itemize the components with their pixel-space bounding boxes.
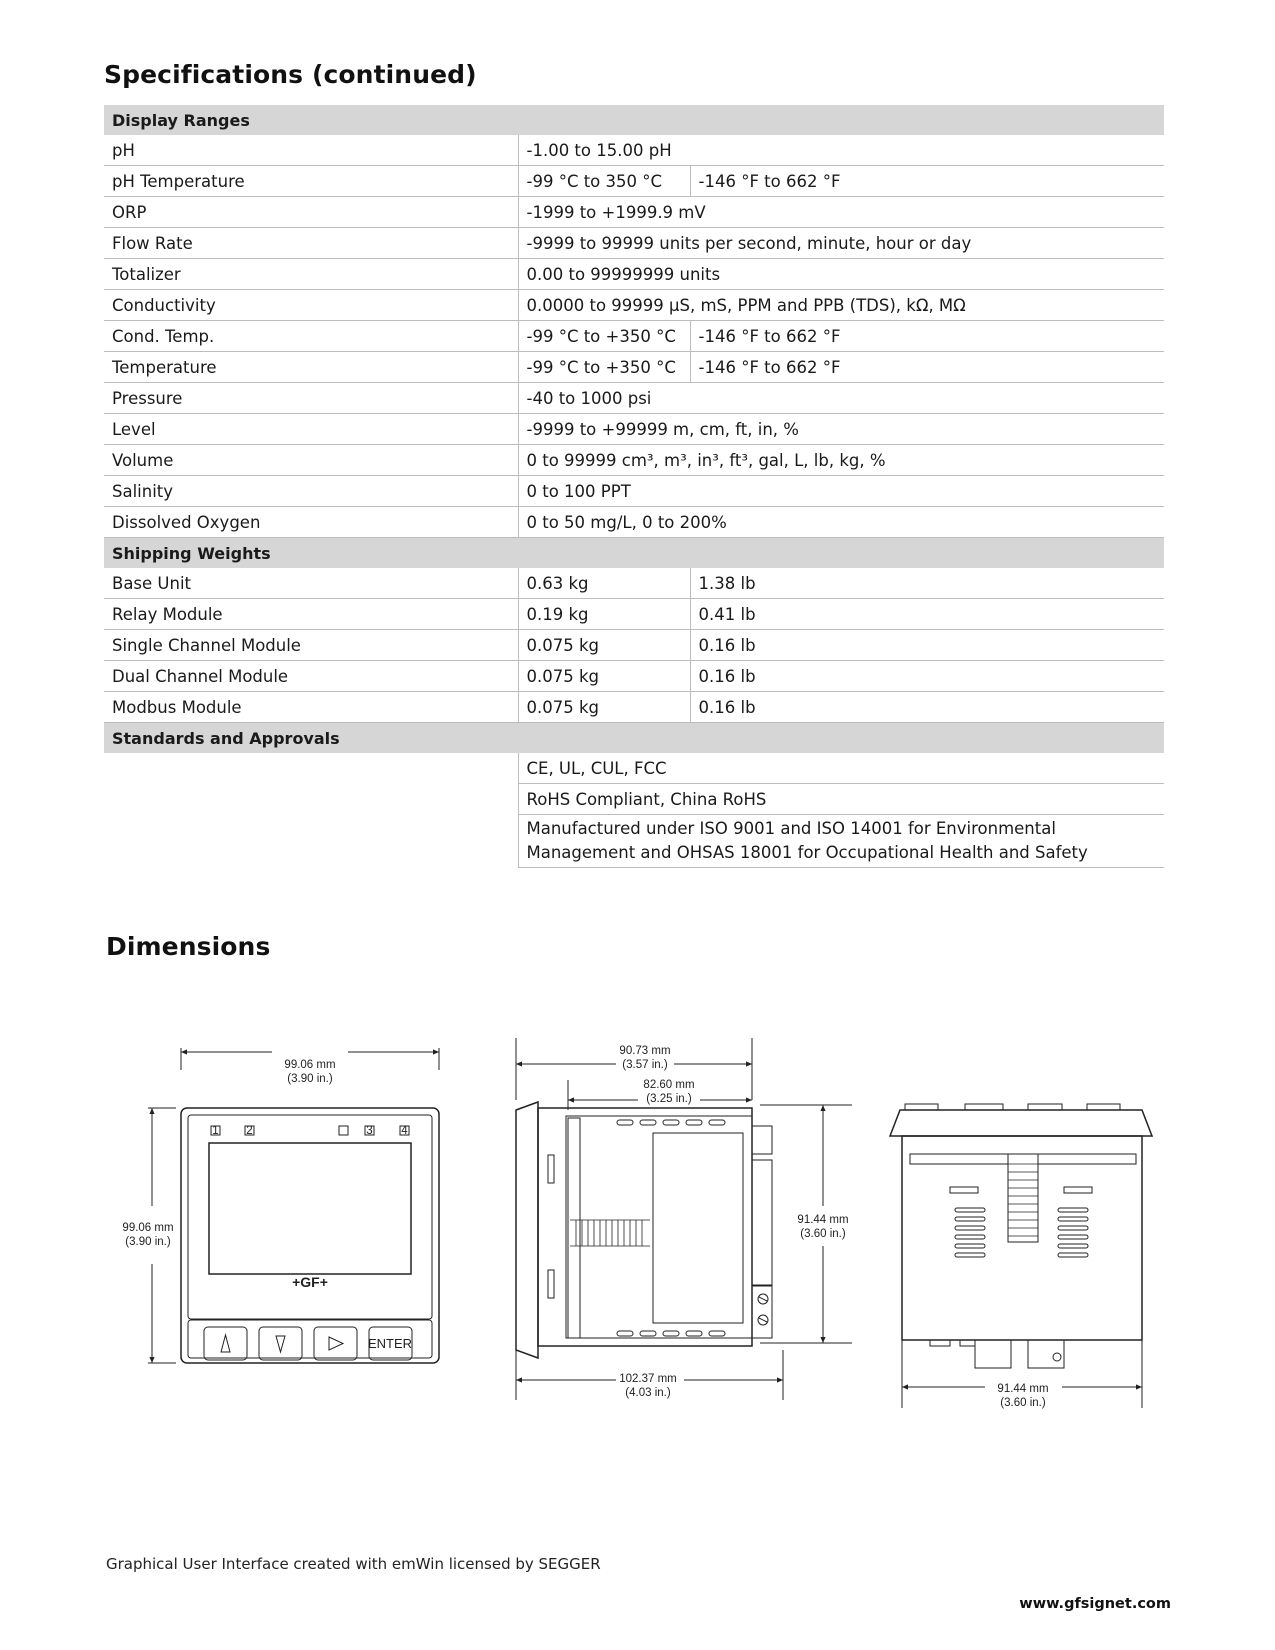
enter-key-label: ENTER bbox=[367, 1336, 413, 1351]
row-label: pH Temperature bbox=[104, 166, 518, 197]
row-value-imperial: 0.16 lb bbox=[690, 692, 1164, 723]
table-row bbox=[104, 568, 1164, 599]
table-row bbox=[104, 352, 1164, 383]
table-row bbox=[104, 661, 1164, 692]
row-label bbox=[104, 753, 518, 784]
right-triangle-icon bbox=[329, 1337, 343, 1350]
table-row bbox=[104, 228, 1164, 259]
footer-url[interactable]: www.gfsignet.com bbox=[1019, 1596, 1171, 1612]
front-view bbox=[148, 1048, 439, 1363]
row-value-metric: -99 °C to 350 °C bbox=[518, 166, 690, 197]
row-label: pH bbox=[104, 135, 518, 166]
row-label bbox=[104, 784, 518, 815]
row-value: -9999 to 99999 units per second, minute, hour or day bbox=[518, 228, 1164, 259]
row-value-metric: 0.075 kg bbox=[518, 692, 690, 723]
section-title: Standards and Approvals bbox=[104, 723, 1164, 754]
row-value: 0 to 50 mg/L, 0 to 200% bbox=[518, 507, 1164, 538]
row-label: Dual Channel Module bbox=[104, 661, 518, 692]
table-row bbox=[104, 290, 1164, 321]
down-triangle-icon bbox=[276, 1336, 285, 1352]
row-value: -1.00 to 15.00 pH bbox=[518, 135, 1164, 166]
table-row bbox=[104, 259, 1164, 290]
table-row bbox=[104, 692, 1164, 723]
table-row bbox=[104, 476, 1164, 507]
row-value: 0 to 99999 cm³, m³, in³, ft³, gal, L, lb, kg, % bbox=[518, 445, 1164, 476]
row-value: Manufactured under ISO 9001 and ISO 14001 for Environmental Management and OHSAS 18001 for Occupational Health and Safety bbox=[518, 815, 1164, 868]
row-value: -1999 to +1999.9 mV bbox=[518, 197, 1164, 228]
row-value: RoHS Compliant, China RoHS bbox=[518, 784, 1164, 815]
side-overall-mm: 90.73 mm bbox=[619, 1045, 671, 1057]
table-row bbox=[104, 445, 1164, 476]
section-title: Shipping Weights bbox=[104, 538, 1164, 569]
channel-label: 3 bbox=[366, 1125, 373, 1137]
brand-logo: +GF+ bbox=[292, 1274, 328, 1290]
row-value-metric: -99 °C to +350 °C bbox=[518, 352, 690, 383]
row-label: Flow Rate bbox=[104, 228, 518, 259]
row-label: Level bbox=[104, 414, 518, 445]
side-body-in: (3.25 in.) bbox=[646, 1093, 692, 1105]
row-label: Salinity bbox=[104, 476, 518, 507]
channel-label: 4 bbox=[401, 1125, 408, 1137]
row-label: ORP bbox=[104, 197, 518, 228]
row-value-metric: -99 °C to +350 °C bbox=[518, 321, 690, 352]
table-row bbox=[104, 414, 1164, 445]
row-value: 0.0000 to 99999 µS, mS, PPM and PPB (TDS), kΩ, MΩ bbox=[518, 290, 1164, 321]
row-label: Volume bbox=[104, 445, 518, 476]
section-title: Display Ranges bbox=[104, 105, 1164, 135]
row-value-imperial: 0.16 lb bbox=[690, 630, 1164, 661]
row-label: Pressure bbox=[104, 383, 518, 414]
front-width-mm: 99.06 mm bbox=[284, 1059, 336, 1071]
table-row bbox=[104, 630, 1164, 661]
row-label: Relay Module bbox=[104, 599, 518, 630]
table-row bbox=[104, 135, 1164, 166]
row-label: Base Unit bbox=[104, 568, 518, 599]
page-title: Specifications (continued) bbox=[104, 60, 477, 89]
rear-width-mm: 91.44 mm bbox=[997, 1383, 1049, 1395]
table-row bbox=[104, 197, 1164, 228]
row-label: Cond. Temp. bbox=[104, 321, 518, 352]
side-height-mm: 91.44 mm bbox=[797, 1214, 849, 1226]
dimensions-title: Dimensions bbox=[106, 932, 271, 961]
front-height-in: (3.90 in.) bbox=[125, 1236, 171, 1248]
row-label: Totalizer bbox=[104, 259, 518, 290]
row-value-imperial: 0.41 lb bbox=[690, 599, 1164, 630]
channel-label: 1 bbox=[212, 1125, 219, 1137]
table-row bbox=[104, 166, 1164, 197]
row-value-metric: 0.19 kg bbox=[518, 599, 690, 630]
footer-note: Graphical User Interface created with emWin licensed by SEGGER bbox=[106, 1555, 601, 1573]
row-value-imperial: -146 °F to 662 °F bbox=[690, 352, 1164, 383]
section-header bbox=[104, 105, 1164, 135]
row-label bbox=[104, 815, 518, 868]
row-label: Conductivity bbox=[104, 290, 518, 321]
table-row bbox=[104, 599, 1164, 630]
row-label: Temperature bbox=[104, 352, 518, 383]
rear-view bbox=[890, 1104, 1152, 1408]
table-row bbox=[104, 815, 1164, 868]
table-row bbox=[104, 784, 1164, 815]
table-row bbox=[104, 321, 1164, 352]
side-overall-in: (3.57 in.) bbox=[622, 1059, 668, 1071]
row-value: 0 to 100 PPT bbox=[518, 476, 1164, 507]
rear-width-in: (3.60 in.) bbox=[1000, 1397, 1046, 1409]
channel-label: 2 bbox=[246, 1125, 253, 1137]
side-depth-mm: 102.37 mm bbox=[619, 1373, 677, 1385]
row-value-metric: 0.075 kg bbox=[518, 630, 690, 661]
front-width-in: (3.90 in.) bbox=[287, 1073, 333, 1085]
up-triangle-icon bbox=[221, 1335, 230, 1352]
section-header bbox=[104, 538, 1164, 569]
specifications-table bbox=[104, 105, 1164, 868]
table-row bbox=[104, 507, 1164, 538]
section-header bbox=[104, 723, 1164, 754]
row-value-imperial: 1.38 lb bbox=[690, 568, 1164, 599]
side-depth-in: (4.03 in.) bbox=[625, 1387, 671, 1399]
row-value: -9999 to +99999 m, cm, ft, in, % bbox=[518, 414, 1164, 445]
row-value: 0.00 to 99999999 units bbox=[518, 259, 1164, 290]
row-label: Single Channel Module bbox=[104, 630, 518, 661]
front-height-mm: 99.06 mm bbox=[122, 1222, 174, 1234]
side-height-in: (3.60 in.) bbox=[800, 1228, 846, 1240]
row-label: Modbus Module bbox=[104, 692, 518, 723]
dimensions-drawing bbox=[0, 1030, 1275, 1410]
row-label: Dissolved Oxygen bbox=[104, 507, 518, 538]
row-value-metric: 0.075 kg bbox=[518, 661, 690, 692]
row-value: -40 to 1000 psi bbox=[518, 383, 1164, 414]
row-value: CE, UL, CUL, FCC bbox=[518, 753, 1164, 784]
row-value-imperial: 0.16 lb bbox=[690, 661, 1164, 692]
row-value-metric: 0.63 kg bbox=[518, 568, 690, 599]
row-value-imperial: -146 °F to 662 °F bbox=[690, 166, 1164, 197]
table-row bbox=[104, 753, 1164, 784]
row-value-imperial: -146 °F to 662 °F bbox=[690, 321, 1164, 352]
side-body-mm: 82.60 mm bbox=[643, 1079, 695, 1091]
table-row bbox=[104, 383, 1164, 414]
